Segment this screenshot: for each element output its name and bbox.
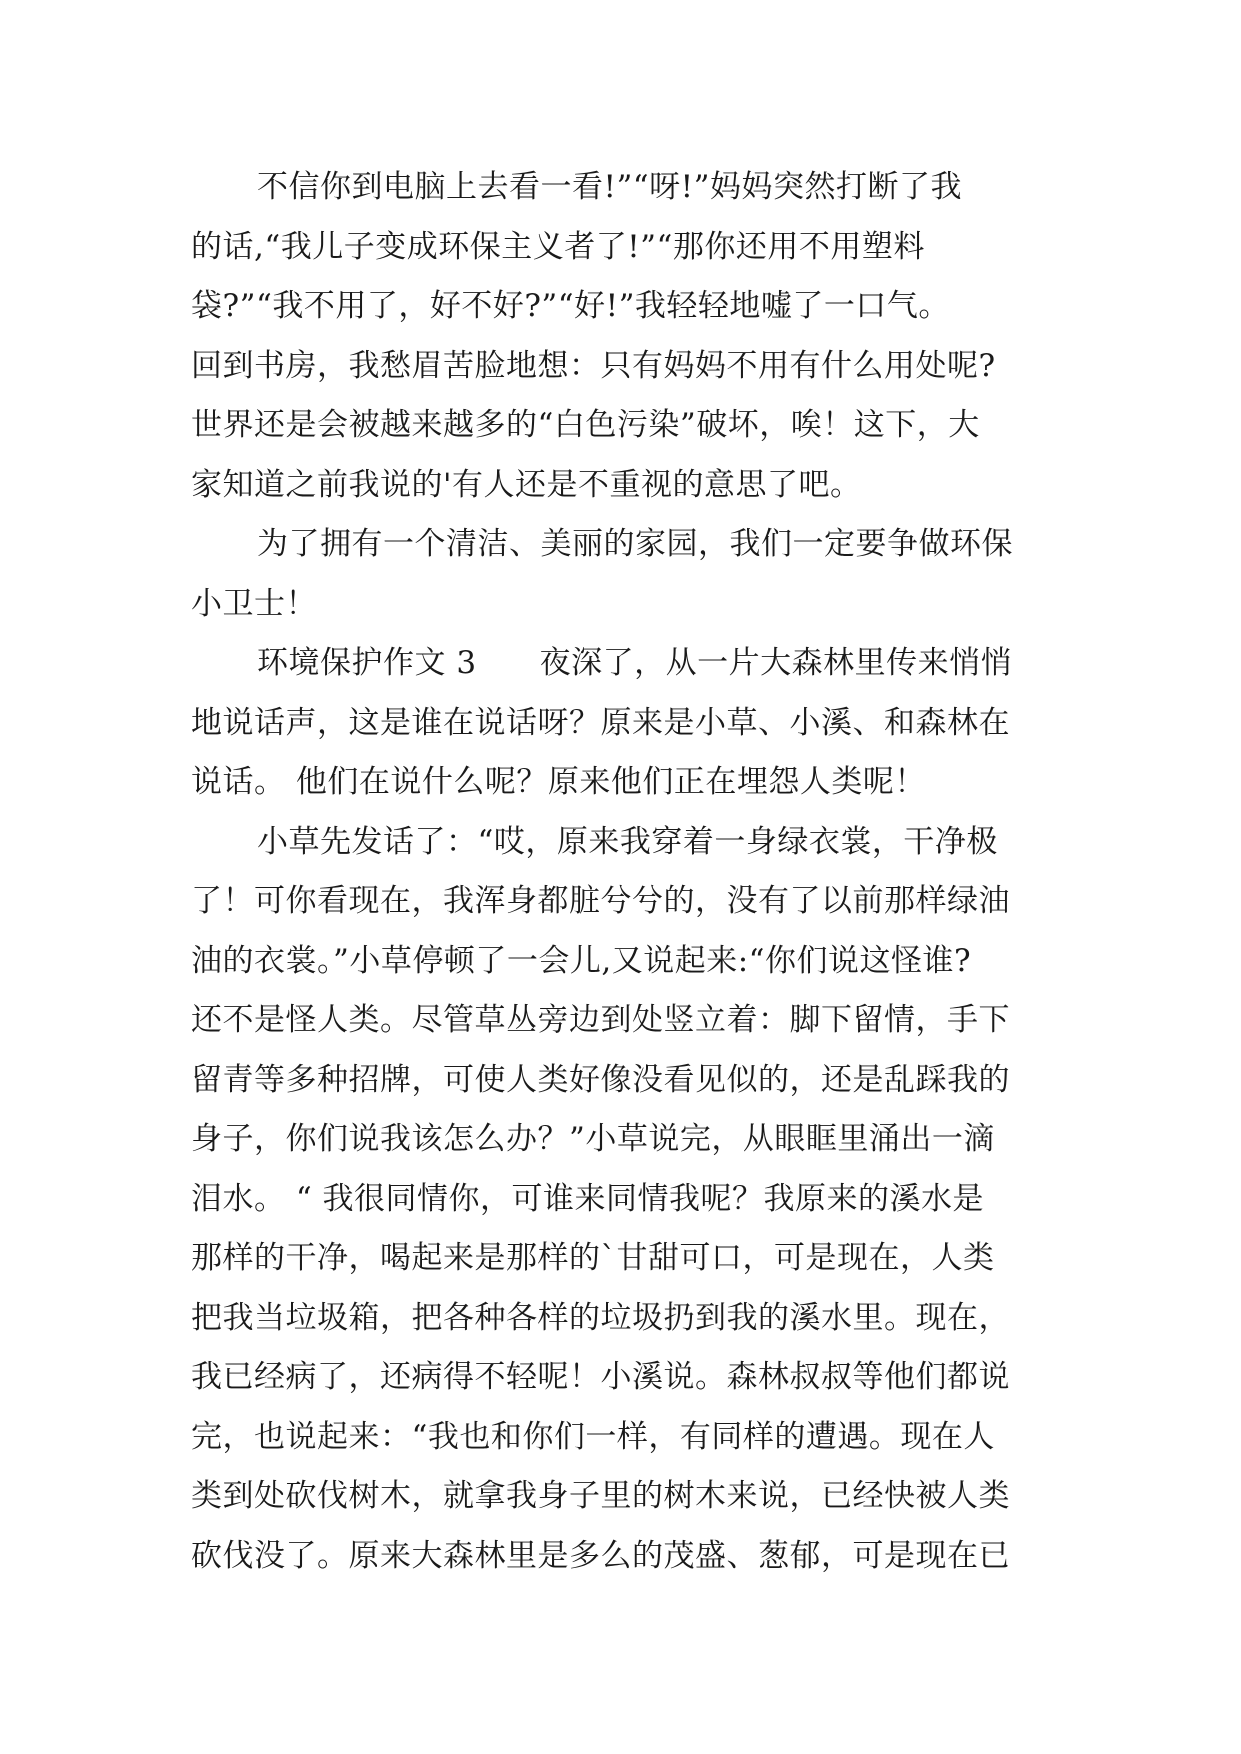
text-line: 不信你到电脑上去看一看!”“呀!”妈妈突然打断了我 [257, 169, 962, 205]
text-line: 砍伐没了。原来大森林里是多么的茂盛、葱郁，可是现在已 [191, 1537, 1010, 1574]
text-line: 泪水。 “ 我很同情你，可谁来同情我呢？我原来的溪水是 [191, 1180, 985, 1217]
text-line: 留青等多种招牌，可使人类好像没看见似的，还是乱踩我的 [191, 1061, 1010, 1098]
text-line: 我已经病了，还病得不轻呢！小溪说。森林叔叔等他们都说 [191, 1359, 1010, 1395]
text-line: 回到书房，我愁眉苦脸地想：只有妈妈不用有什么用处呢? [191, 347, 996, 384]
body-text [191, 158, 1051, 1586]
text-line: 了！可你看现在，我浑身都脏兮兮的，没有了以前那样绿油 [191, 883, 1010, 919]
section-heading-line: 环境保护作文 3 夜深了，从一片大森林里传来悄悄 [257, 645, 1013, 681]
text-line: 类到处砍伐树木，就拿我身子里的树木来说，已经快被人类 [191, 1478, 1010, 1514]
text-line: 油的衣裳。”小草停顿了一会儿,又说起来:“你们说这怪谁? [191, 942, 972, 979]
text-line: 还不是怪人类。尽管草丛旁边到处竖立着：脚下留情，手下 [191, 1002, 1010, 1038]
text-line: 身子，你们说我该怎么办？”小草说完，从眼眶里涌出一滴 [191, 1121, 995, 1157]
text-line: 那样的干净，喝起来是那样的`甘甜可口，可是现在，人类 [191, 1240, 995, 1276]
text-line: 说话。 他们在说什么呢？原来他们正在埋怨人类呢！ [191, 764, 926, 800]
text-line: 地说话声，这是谁在说话呀？原来是小草、小溪、和森林在 [191, 704, 1010, 741]
text-line: 把我当垃圾箱，把各种各样的垃圾扔到我的溪水里。现在， [191, 1299, 1010, 1336]
text-line: 完，也说起来：“我也和你们一样，有同样的遭遇。现在人 [191, 1418, 995, 1455]
text-line: 为了拥有一个清洁、美丽的家园，我们一定要争做环保 [257, 526, 1013, 562]
text-line: 小卫士！ [191, 585, 317, 622]
text-line: 家知道之前我说的'有人还是不重视的意思了吧。 [191, 466, 862, 503]
text-line: 的话,“我儿子变成环保主义者了!”“那你还用不用塑料 [191, 228, 925, 265]
text-line: 袋?”“我不用了，好不好?”“好!”我轻轻地嘘了一口气。 [191, 288, 950, 324]
text-line: 小草先发话了：“哎，原来我穿着一身绿衣裳，干净极 [257, 823, 998, 860]
text-line: 世界还是会被越来越多的“白色污染”破坏，唉！这下，大 [191, 407, 980, 443]
